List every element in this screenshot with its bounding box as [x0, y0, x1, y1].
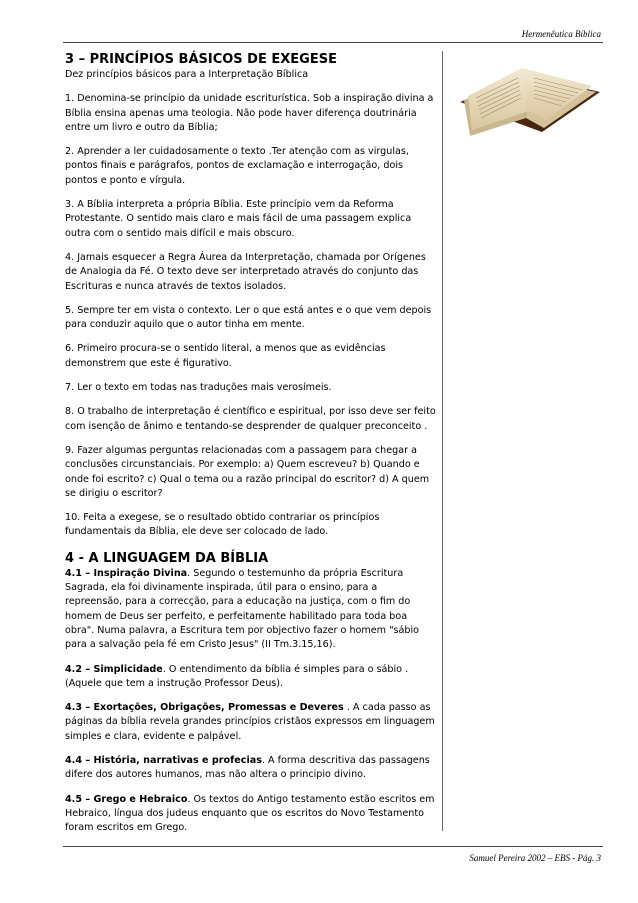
language-item-text: . A cada passo as páginas da bíblia revela grandes princípios cristãos expressos em linguagem simples e clara, evidente e palpável.: [65, 702, 435, 742]
section-3-subtitle: Dez princípios básicos para a Interpretação Bíblica: [65, 69, 309, 80]
language-item-text: . O entendimento da bíblia é simples para o sábio . (Aquele que tem a instrução Professor Deus).: [65, 663, 409, 689]
section-3-title: 3 – PRINCÍPIOS BÁSICOS DE EXEGESE: [65, 52, 337, 67]
language-item: [65, 701, 437, 744]
language-item-label: 4.4 – História, narrativas e profecias: [65, 754, 262, 766]
language-item-label: 4.3 – Exortações, Obrigações, Promessas e Deveres: [65, 702, 344, 714]
language-item-text: . Segundo o testemunho da própria Escritura Sagrada, ela foi divinamente inspirada, útil para o ensino, para a repreensão, para a correcção, para a educação na justiça, com o fim do homem de Deus ser perfeito, e perfeitamente habilitado para toda boa obra". Numa palavra, a Escritura tem por objectivo fazer o homem "sábio para a salvação pela fé em Cristo Jesus" (II Tm.3.15,16).: [65, 567, 419, 651]
main-content: [65, 51, 437, 845]
principle-item: 10. Feita a exegese, se o resultado obtido contrariar os princípios fundamentais da Bíblia, ele deve ser colocado de lado.: [65, 512, 380, 538]
language-item-label: 4.5 – Grego e Hebraico: [65, 793, 188, 805]
language-item: [65, 793, 437, 836]
section-4-title: 4 - A LINGUAGEM DA BÍBLIA: [65, 550, 269, 566]
principle-item: 4. Jamais esquecer a Regra Áurea da Interpretação, chamada por Orígenes de Analogia da Fé. O texto deve ser interpretado através do conjunto das Escrituras e nunca através de textos isolados.: [65, 251, 426, 292]
principle-item: 7. Ler o texto em todas nas traduções mais verosímeis.: [65, 382, 332, 394]
page-header: Hermenêutica Bíblica: [521, 29, 601, 39]
principle-item: 2. Aprender a ler cuidadosamente o texto .Ter atenção com as virgulas, pontos finais e parágrafos, pontos de exclamação e interrogação, dois pontos e ponto e vírgula.: [65, 146, 409, 186]
principle-item: 6. Primeiro procura-se o sentido literal, a menos que as evidências demonstrem que este é figurativo.: [65, 343, 386, 369]
principle-item: 5. Sempre ter em vista o contexto. Ler o que está antes e o que vem depois para conduzir aquilo que o autor tinha em mente.: [65, 304, 432, 331]
principle-item: 3. A Bíblia interpreta a própria Bíblia. Este princípio vem da Reforma Protestante. O sentido mais claro e mais fácil de uma passagem explica outra com o sentido mais difícil e mais obscuro.: [65, 199, 412, 239]
principle-item: 1. Denomina-se princípio da unidade escriturística. Sob a inspiração divina a Bíblia ensina apenas uma teologia. Não pode haver diferença doutrinária entre um livro e outro da Bíblia;: [65, 93, 434, 133]
language-item-text: . Os textos do Antigo testamento estão escritos em Hebraico, língua dos judeus enquanto que os escritos do Novo Testamento foram escritos em Grego.: [65, 793, 435, 834]
language-item: [65, 567, 437, 653]
principle-item: 8. O trabalho de interpretação é científico e espiritual, por isso deve ser feito com isenção de ânimo e tentando-se desprender de qualquer preconceito .: [65, 406, 436, 432]
footer-rule: [63, 846, 603, 847]
page-footer: Samuel Pereira 2002 – EBS - Pág. 3: [469, 853, 601, 863]
language-item: [65, 663, 437, 692]
open-bible-image: [454, 54, 604, 144]
language-item-label: 4.1 – Inspiração Divina: [65, 567, 188, 579]
principle-item: 9. Fazer algumas perguntas relacionadas com a passagem para chegar a conclusões circunstanciais. Por exemplo: a) Quem escreveu? b) Quando e onde foi escrito? c) Qual o tema ou a razão principal do escritor? d) A quem se dirigiu o escritor?: [65, 444, 430, 499]
language-item-label: 4.2 – Simplicidade: [65, 663, 163, 675]
column-divider: [442, 51, 443, 831]
language-item-text: . A forma descritiva das passagens difere dos autores humanos, mas não altera o principio divino.: [65, 754, 430, 781]
header-rule: [63, 42, 603, 43]
language-item: [65, 754, 437, 783]
